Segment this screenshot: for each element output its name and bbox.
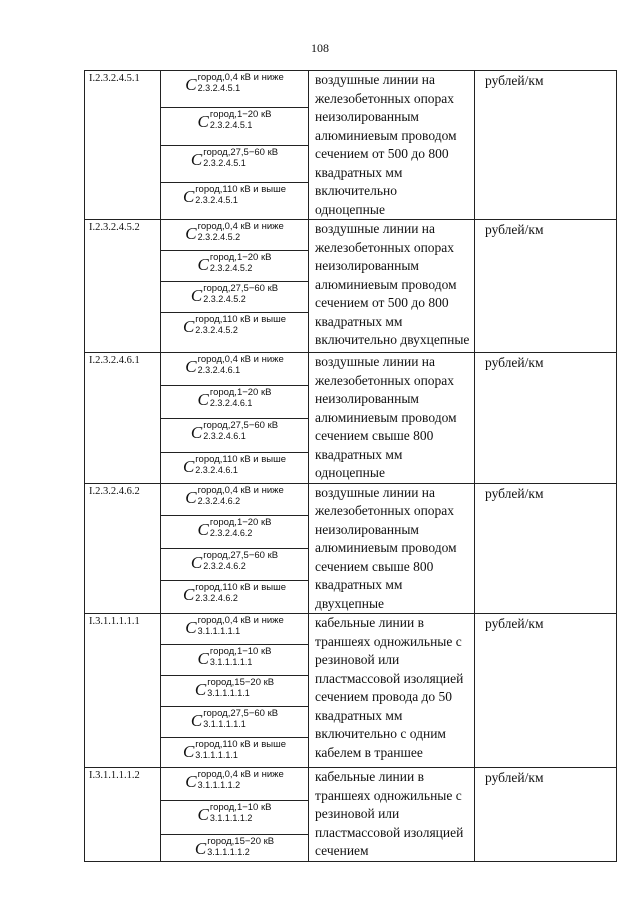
row-code: I.3.1.1.1.1.1 <box>85 614 161 768</box>
rate-letter: C <box>190 149 203 169</box>
rate-cell <box>161 145 309 182</box>
rate-letter: C <box>185 75 197 94</box>
rate-cell <box>161 676 309 707</box>
rate-symbol <box>161 484 308 506</box>
rate-subscript: 3.1.1.1.1.2 <box>209 813 253 824</box>
row-code: I.3.1.1.1.1.2 <box>85 768 161 862</box>
rate-subscript: 2.3.2.4.5.1 <box>197 83 241 93</box>
rate-symbol <box>161 453 308 475</box>
rate-letter: C <box>190 423 203 443</box>
rate-cell <box>161 452 309 483</box>
rate-cell <box>161 768 309 801</box>
row-unit: рублей/км <box>475 768 617 862</box>
rate-letter: C <box>182 742 195 761</box>
rate-symbol <box>161 835 308 857</box>
rate-superscript: город,0,4 кВ и ниже <box>197 221 284 232</box>
rate-letter: C <box>197 112 209 132</box>
rate-superscript: город,110 кВ и выше <box>195 581 287 593</box>
rate-cell <box>161 353 309 386</box>
rate-cell <box>161 834 309 861</box>
rate-superscript: город,0,4 кВ и ниже <box>197 72 284 83</box>
rate-symbol <box>161 251 308 273</box>
rate-letter: C <box>182 186 195 206</box>
rate-subscript: 2.3.2.4.5.2 <box>209 263 253 273</box>
rate-subscript: 3.1.1.1.1.1 <box>203 719 246 729</box>
rate-superscript: город,27,5−60 кВ <box>203 420 279 432</box>
table-row <box>85 71 617 108</box>
rate-letter: C <box>185 772 197 791</box>
rate-letter: C <box>182 317 195 336</box>
rate-cell <box>161 419 309 452</box>
tariff-table <box>84 70 617 862</box>
row-code: I.2.3.2.4.5.1 <box>85 71 161 220</box>
rate-letter: C <box>185 357 197 376</box>
rate-superscript: город,110 кВ и выше <box>195 453 287 465</box>
rate-subscript: 2.3.2.4.5.2 <box>195 325 238 335</box>
rate-subscript: 2.3.2.4.6.1 <box>197 365 241 375</box>
rate-symbol <box>161 768 308 790</box>
rate-symbol <box>161 313 308 335</box>
rate-subscript: 2.3.2.4.6.1 <box>203 431 246 442</box>
table-row <box>85 220 617 251</box>
rate-symbol <box>161 282 308 304</box>
rate-subscript: 3.1.1.1.1.1 <box>197 626 241 636</box>
rate-superscript: город,0,4 кВ и ниже <box>197 484 284 496</box>
row-description: воздушные линии на железобетонных опорах неизолированным алюминиевым проводом сечением от 500 до 800 квадратных мм включительно двухцепные <box>309 220 475 353</box>
rate-letter: C <box>185 224 197 243</box>
rate-letter: C <box>194 680 207 699</box>
row-description: воздушные линии на железобетонных опорах неизолированным алюминиевым проводом сечением свыше 800 квадратных мм двухцепные <box>309 483 475 614</box>
rate-superscript: город,110 кВ и выше <box>195 739 287 750</box>
rate-superscript: город,15−20 кВ <box>207 677 275 688</box>
rate-symbol <box>161 108 308 130</box>
rate-cell <box>161 220 309 251</box>
rate-symbol <box>161 581 308 603</box>
rate-symbol <box>161 183 308 205</box>
rate-cell <box>161 71 309 108</box>
rate-subscript: 2.3.2.4.6.2 <box>197 495 241 506</box>
rate-letter: C <box>197 255 209 274</box>
row-description: воздушные линии на железобетонных опорах неизолированным алюминиевым проводом сечением от 500 до 800 квадратных мм включительно одноцепные <box>309 71 475 220</box>
rate-cell <box>161 645 309 676</box>
rate-symbol <box>161 71 308 93</box>
rate-subscript: 2.3.2.4.5.1 <box>203 157 246 168</box>
rate-subscript: 2.3.2.4.5.1 <box>209 120 253 131</box>
row-description: воздушные линии на железобетонных опорах неизолированным алюминиевым проводом сечением свыше 800 квадратных мм одноцепные <box>309 353 475 484</box>
table-row <box>85 768 617 801</box>
rate-letter: C <box>190 711 203 730</box>
rate-cell <box>161 548 309 580</box>
rate-cell <box>161 386 309 419</box>
rate-letter: C <box>185 487 197 507</box>
rate-superscript: город,1−10 кВ <box>209 802 272 814</box>
rate-cell <box>161 182 309 219</box>
row-code: I.2.3.2.4.5.2 <box>85 220 161 353</box>
rate-superscript: город,27,5−60 кВ <box>203 283 279 294</box>
rate-superscript: город,0,4 кВ и ниже <box>197 769 284 780</box>
rate-superscript: город,110 кВ и выше <box>195 183 287 195</box>
rate-subscript: 3.1.1.1.1.2 <box>207 846 250 857</box>
rate-symbol <box>161 738 308 760</box>
rate-cell <box>161 515 309 548</box>
rate-superscript: город,110 кВ и выше <box>195 314 287 325</box>
rate-letter: C <box>197 519 209 539</box>
rate-cell <box>161 108 309 145</box>
rate-symbol <box>161 386 308 408</box>
row-code: I.2.3.2.4.6.2 <box>85 483 161 614</box>
rate-symbol <box>161 353 308 375</box>
rate-symbol <box>161 645 308 667</box>
rate-symbol <box>161 707 308 729</box>
rate-superscript: город,1−10 кВ <box>209 646 272 657</box>
rate-symbol <box>161 419 308 441</box>
row-code: I.2.3.2.4.6.1 <box>85 353 161 484</box>
rate-letter: C <box>182 584 195 604</box>
rate-letter: C <box>197 390 209 410</box>
rate-superscript: город,1−20 кВ <box>209 109 272 121</box>
rate-superscript: город,15−20 кВ <box>207 835 275 847</box>
rate-symbol <box>161 676 308 698</box>
rate-letter: C <box>182 456 195 476</box>
row-unit: рублей/км <box>475 353 617 484</box>
rate-letter: C <box>197 805 209 825</box>
rate-cell <box>161 483 309 515</box>
rate-letter: C <box>190 552 203 572</box>
row-description: кабельные линии в траншеях одножильные с резиновой или пластмассовой изоляцией сечением провода до 50 квадратных мм включительно с одним кабелем в траншее <box>309 614 475 768</box>
rate-letter: C <box>185 618 197 637</box>
rate-symbol <box>161 516 308 538</box>
row-unit: рублей/км <box>475 614 617 768</box>
rate-subscript: 2.3.2.4.6.2 <box>195 592 238 603</box>
rate-cell <box>161 251 309 282</box>
rate-subscript: 2.3.2.4.6.2 <box>209 527 253 538</box>
row-unit: рублей/км <box>475 71 617 220</box>
rate-subscript: 3.1.1.1.1.1 <box>195 750 238 760</box>
rate-cell <box>161 282 309 313</box>
rate-subscript: 2.3.2.4.6.1 <box>195 464 238 475</box>
rate-cell <box>161 580 309 613</box>
rate-superscript: город,27,5−60 кВ <box>203 708 279 719</box>
page-number: 108 <box>311 41 329 55</box>
rate-superscript: город,1−20 кВ <box>209 387 272 399</box>
rate-cell <box>161 801 309 834</box>
rate-superscript: город,27,5−60 кВ <box>203 549 279 561</box>
rate-superscript: город,0,4 кВ и ниже <box>197 354 284 365</box>
rate-subscript: 3.1.1.1.1.2 <box>197 780 241 790</box>
rate-letter: C <box>190 286 203 305</box>
rate-subscript: 3.1.1.1.1.1 <box>207 688 250 698</box>
rate-subscript: 2.3.2.4.5.2 <box>197 232 241 242</box>
row-description: кабельные линии в траншеях одножильные с резиновой или пластмассовой изоляцией сечением <box>309 768 475 862</box>
row-unit: рублей/км <box>475 483 617 614</box>
rate-subscript: 3.1.1.1.1.1 <box>209 657 253 667</box>
rate-subscript: 2.3.2.4.5.2 <box>203 294 246 304</box>
rate-cell <box>161 313 309 353</box>
table-row <box>85 483 617 515</box>
rate-symbol <box>161 801 308 823</box>
rate-cell <box>161 614 309 645</box>
rate-superscript: город,1−20 кВ <box>209 252 272 263</box>
row-unit: рублей/км <box>475 220 617 353</box>
rate-symbol <box>161 614 308 636</box>
rate-letter: C <box>197 649 209 668</box>
rate-superscript: город,1−20 кВ <box>209 516 272 528</box>
rate-cell <box>161 738 309 768</box>
rate-symbol <box>161 220 308 242</box>
rate-symbol <box>161 146 308 168</box>
rate-letter: C <box>194 838 207 858</box>
rate-symbol <box>161 549 308 571</box>
table-row <box>85 614 617 645</box>
rate-superscript: город,0,4 кВ и ниже <box>197 615 284 626</box>
table-row <box>85 353 617 386</box>
rate-subscript: 2.3.2.4.6.1 <box>209 398 253 409</box>
rate-cell <box>161 707 309 738</box>
rate-subscript: 2.3.2.4.6.2 <box>203 560 246 571</box>
rate-subscript: 2.3.2.4.5.1 <box>195 194 238 205</box>
rate-superscript: город,27,5−60 кВ <box>203 146 279 158</box>
